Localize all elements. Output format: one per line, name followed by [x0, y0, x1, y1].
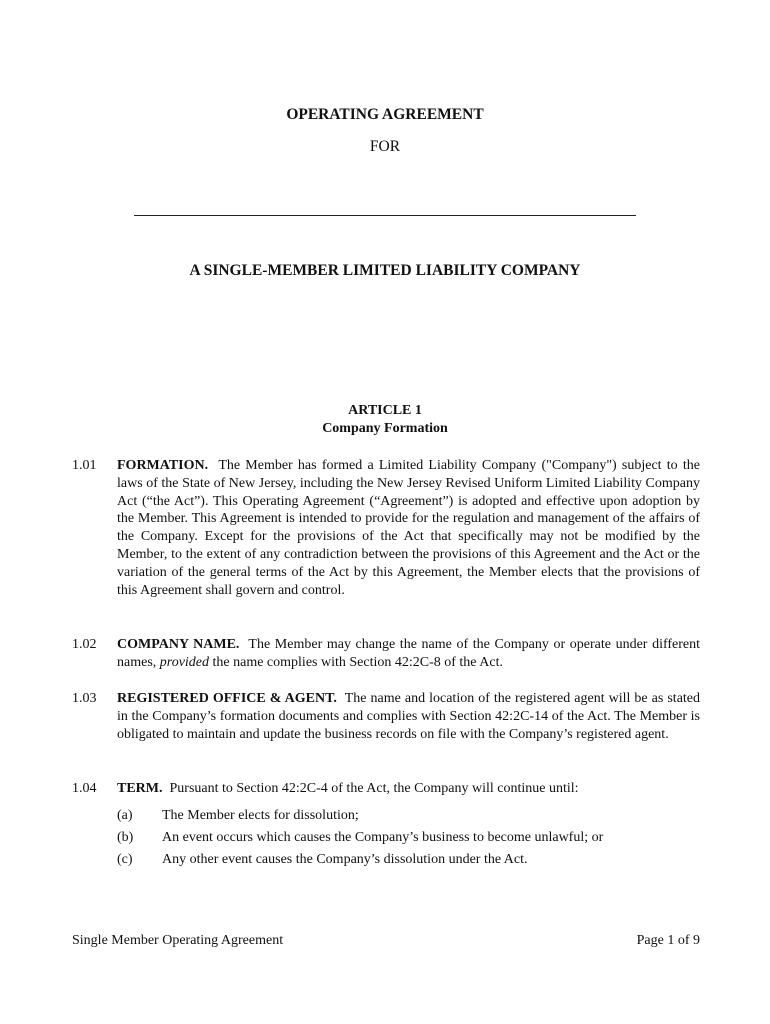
article-heading — [0, 402, 770, 438]
footer-page-number: Page 1 of 9 — [636, 933, 700, 948]
list-item-label: (c) — [117, 852, 133, 867]
article-number: ARTICLE 1 — [348, 403, 422, 418]
list-item — [117, 807, 700, 825]
section-heading: TERM. — [117, 781, 163, 796]
for-label: FOR — [369, 138, 401, 155]
section-1-01 — [72, 457, 700, 599]
section-text: The Member has formed a Limited Liability Company ("Company") subject to the laws of the State of New Jersey, including the New Jersey Revised Uniform Limited Liability Company Act (“the Act”). This Operating Agreement (“Agreement”) is adopted and effective upon adoption by the Member. This Agreement is intended to provide for the regulation and management of the affairs of the Company. Except for the provisions of the Act that specifically may not be modified by the Member, to the extent of any contradiction between the provisions of this Agreement and the Act or the variation of the general terms of the Act by this Agreement, the Member elects that the provisions of this Agreement shall govern and control. — [117, 458, 700, 598]
list-item-text: Any other event causes the Company’s dissolution under the Act. — [162, 852, 528, 867]
section-number: 1.01 — [72, 458, 97, 473]
section-text-italic: provided — [159, 654, 210, 670]
section-1-02 — [72, 636, 700, 672]
footer-document-name: Single Member Operating Agreement — [72, 933, 284, 948]
list-item-label: (b) — [117, 830, 134, 845]
section-number: 1.04 — [72, 781, 97, 796]
section-heading: COMPANY NAME. — [117, 637, 240, 652]
section-text: The Member may change the name of the Company or operate under different names, — [117, 637, 701, 670]
section-text: Pursuant to Section 42:2C-4 of the Act, the Company will continue until: — [169, 781, 579, 796]
section-heading: FORMATION. — [117, 458, 209, 473]
section-body — [117, 690, 700, 743]
section-number: 1.03 — [72, 691, 97, 706]
list-item — [117, 851, 700, 869]
section-body — [117, 457, 700, 599]
document-title: OPERATING AGREEMENT — [286, 106, 484, 123]
section-text: the name complies with Section 42:2C-8 of the Act. — [212, 654, 503, 670]
section-1-04 — [72, 780, 700, 867]
list-item-label: (a) — [117, 808, 133, 823]
section-number: 1.02 — [72, 637, 97, 652]
section-text: The name and location of the registered agent will be as stated in the Company’s formation documents and complies with Section 42:2C-14 of the Act. The Member is obligated to maintain and update the business records on file with the Company’s registered agent. — [117, 691, 701, 742]
list-item-text: An event occurs which causes the Company’s business to become unlawful; or — [162, 830, 604, 845]
document-subtitle: A SINGLE-MEMBER LIMITED LIABILITY COMPANY — [189, 262, 581, 279]
section-heading: REGISTERED OFFICE & AGENT. — [117, 691, 337, 706]
section-body — [117, 636, 700, 672]
section-1-03 — [72, 690, 700, 743]
company-name-blank-line — [134, 215, 636, 216]
list-item-text: The Member elects for dissolution; — [162, 808, 359, 823]
article-name: Company Formation — [322, 421, 448, 436]
list-item — [117, 829, 700, 847]
section-body — [117, 780, 700, 798]
